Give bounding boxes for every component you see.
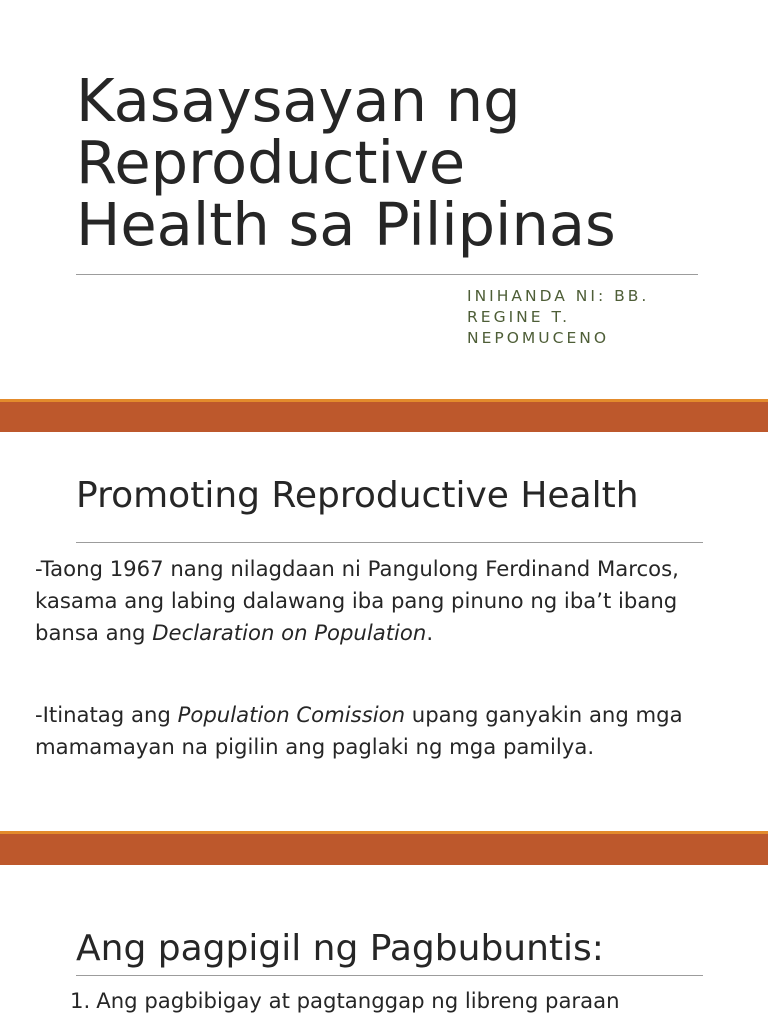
paragraph bbox=[35, 553, 745, 649]
list-item bbox=[70, 985, 750, 1017]
slide-heading: Promoting Reproductive Health bbox=[76, 475, 639, 516]
heading-divider bbox=[76, 975, 703, 976]
paragraph-emphasis: Population Comission bbox=[177, 702, 406, 727]
list-item-number: 1. bbox=[70, 988, 91, 1013]
title-divider bbox=[76, 274, 698, 275]
separator-band bbox=[0, 834, 768, 865]
paragraph-text: -Itinatag ang bbox=[35, 702, 178, 727]
slide-title: Kasaysayan ng Reproductive Health sa Pilipinas bbox=[76, 66, 616, 259]
list-item-text: Ang pagbibigay at pagtanggap ng libreng paraan bbox=[96, 988, 620, 1013]
paragraph-end: upang ganyakin ang mga mamamayan na pigilin ang paglaki ng mga pamilya. bbox=[35, 702, 683, 759]
separator-band bbox=[0, 402, 768, 432]
paragraph-text: -Taong 1967 nang nilagdaan ni Pangulong Ferdinand Marcos, kasama ang labing dalawang iba pang pinuno ng iba’t ibang bansa ang bbox=[35, 556, 679, 645]
heading-divider bbox=[76, 542, 703, 543]
numbered-list bbox=[70, 985, 750, 1017]
slide-subtitle: INIHANDA NI: BB. REGINE T. NEPOMUCENO bbox=[467, 287, 650, 347]
paragraph-end: . bbox=[426, 620, 434, 645]
paragraph-emphasis: Declaration on Population bbox=[152, 620, 427, 645]
slide-heading: Ang pagpigil ng Pagbubuntis: bbox=[76, 928, 604, 969]
paragraph bbox=[35, 699, 745, 763]
